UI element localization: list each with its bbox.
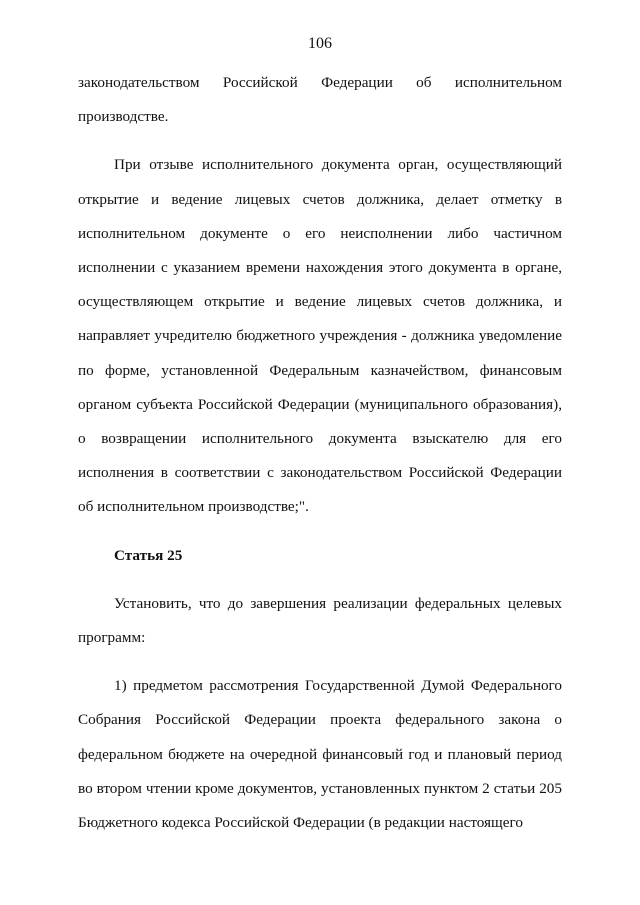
page-number: 106: [308, 35, 332, 52]
article-heading: Статья 25: [114, 546, 183, 564]
document-body: [78, 66, 562, 840]
paragraph-withdrawal: При отзыве исполнительного документа орган, осуществляющий открытие и ведение лицевых счетов должника, делает отметку в исполнительном документе о его неисполнении либо частичном исполнении с указанием времени нахождения этого документа в органе, осуществляющем открытие и ведение лицевых счетов должника, и направляет учредителю бюджетного учреждения - должника уведомление по форме, установленной Федеральным казначейством, финансовым органом субъекта Российской Федерации (муниципального образования), о возвращении исполнительного документа взыскателю для его исполнения в соответствии с законодательством Российской Федерации об исполнительном производстве;".: [78, 156, 562, 516]
paragraph-continuation: законодательством Российской Федерации об исполнительном производстве.: [78, 74, 562, 126]
paragraph-article-intro: Установить, что до завершения реализации федеральных целевых программ:: [78, 594, 562, 647]
paragraph-item-1: 1) предметом рассмотрения Государственной Думой Федерального Собрания Российской Федерации проекта федерального закона о федеральном бюджете на очередной финансовый год и плановый период во втором чтении кроме документов, установленных пунктом 2 статьи 205 Бюджетного кодекса Российской Федерации (в редакции настоящего: [78, 677, 562, 832]
